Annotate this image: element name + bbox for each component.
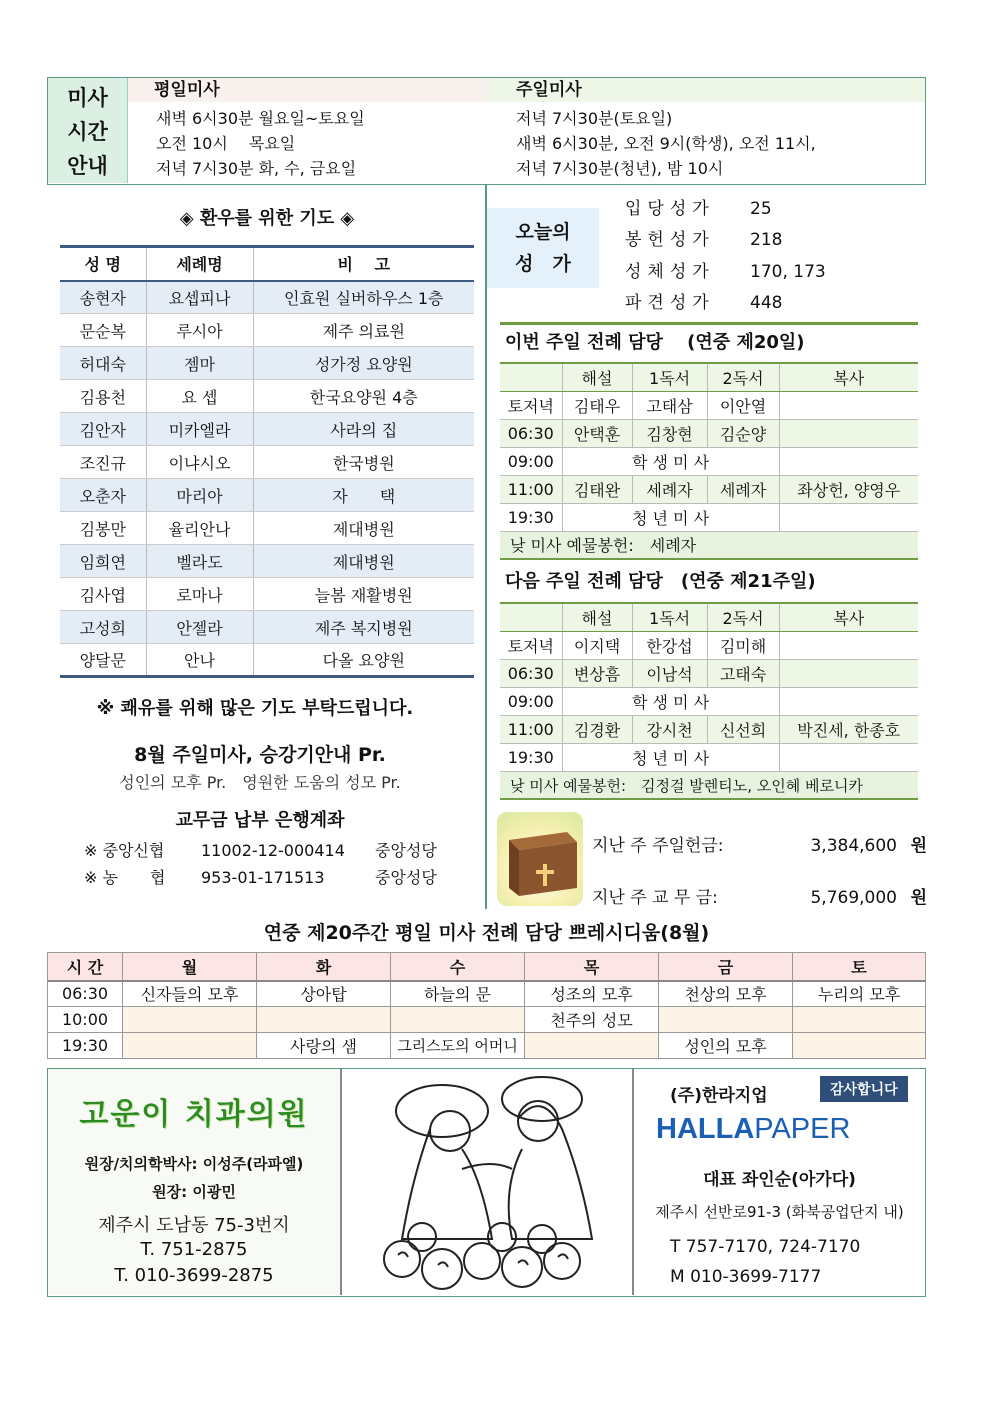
text-span: ※ 농 협	[84, 868, 166, 887]
august-sub: 성인의 모후 Pr. 영원한 도움의 성모 Pr.	[119, 773, 401, 792]
table-cell: 2독서	[707, 603, 779, 631]
table-row	[500, 631, 918, 659]
table-cell: 제대병원	[253, 545, 474, 578]
table-cell: 사랑의 샘	[257, 1033, 391, 1059]
text-span: 봉헌성가	[625, 230, 715, 250]
table-row	[60, 545, 474, 578]
dental-tel: T. 751-2875	[140, 1239, 248, 1260]
table-row	[500, 447, 918, 475]
mass-time-label	[48, 78, 128, 183]
side-line: 안내	[67, 154, 108, 178]
table-cell: 임희연	[60, 545, 146, 578]
halla-company: (주)한라지업	[670, 1086, 768, 1106]
table-cell: 청 년 미 사	[562, 503, 779, 531]
table-cell: 복사	[779, 603, 918, 631]
table-row	[500, 687, 918, 715]
table-cell: 천주의 성모	[525, 1007, 659, 1033]
table-cell: 19:30	[500, 503, 562, 531]
text-span: 원	[910, 836, 927, 856]
text-span: 원	[910, 888, 927, 908]
table-cell: 사라의 집	[253, 413, 474, 446]
next-week-table	[500, 602, 918, 772]
mass-line: 저녁 7시30분(청년), 밤 10시	[516, 159, 724, 178]
dental-director1: 원장/치의학박사: 이성주(라파엘)	[84, 1155, 304, 1173]
mary-elizabeth-illustration	[342, 1069, 632, 1295]
col-header: 비 고	[253, 247, 474, 281]
bank-title: 교무금 납부 은행계좌	[175, 810, 345, 831]
table-row	[60, 479, 474, 512]
mass-line: 저녁 7시30분 화, 수, 금요일	[156, 159, 357, 178]
sunday-mass-title: 주일미사	[488, 78, 925, 102]
halla-ceo: 대표 좌인순(아가다)	[703, 1170, 856, 1190]
table-header	[48, 953, 926, 981]
table-cell: 이남석	[632, 659, 707, 687]
halla-mobile: M 010-3699-7177	[670, 1267, 822, 1287]
table-cell	[779, 419, 918, 447]
table-cell: 이지택	[562, 631, 632, 659]
side-line: 시간	[67, 120, 108, 144]
prayer-note: ※ 쾌유를 위해 많은 기도 부탁드립니다.	[96, 698, 414, 719]
text-span: PAPER	[754, 1113, 851, 1145]
table-cell: 그리스도의 어머니	[391, 1033, 525, 1059]
offering-box-icon	[497, 812, 583, 906]
table-cell	[793, 1007, 926, 1033]
dental-name: 고운이 치과의원	[79, 1097, 309, 1132]
table-cell: 안젤라	[146, 611, 253, 644]
table-cell: 율리안나	[146, 512, 253, 545]
table-row	[60, 314, 474, 347]
august-title: 8월 주일미사, 승강기안내 Pr.	[134, 744, 386, 766]
table-cell: 고태숙	[707, 659, 779, 687]
table-cell: 토저녁	[500, 631, 562, 659]
table-row	[60, 413, 474, 446]
text-span: 170, 173	[750, 262, 826, 282]
table-row	[500, 743, 918, 771]
hymn-row	[625, 288, 782, 313]
hymn-row	[625, 194, 772, 219]
ads-box	[47, 1068, 926, 1297]
this-week-offering: 낮 미사 예물봉헌: 세례자	[500, 532, 918, 560]
next-week-title: 다음 주일 전례 담당 (연중 제21주일)	[505, 571, 816, 592]
table-cell: 고태삼	[632, 391, 707, 419]
table-cell: 천상의 모후	[659, 981, 793, 1007]
table-cell: 06:30	[500, 659, 562, 687]
table-cell: 시 간	[48, 953, 123, 981]
text-span: 성체성가	[625, 262, 715, 282]
table-cell: 09:00	[500, 687, 562, 715]
table-row	[60, 512, 474, 545]
table-cell: 목	[525, 953, 659, 981]
table-row	[48, 1007, 926, 1033]
table-cell: 제주 의료원	[253, 314, 474, 347]
table-header	[60, 247, 474, 281]
table-cell: 미카엘라	[146, 413, 253, 446]
table-row	[500, 475, 918, 503]
table-cell: 인효원 실버하우스 1층	[253, 281, 474, 314]
table-row	[60, 644, 474, 677]
table-cell: 루시아	[146, 314, 253, 347]
hymn-row	[625, 225, 782, 250]
table-cell: 토저녁	[500, 391, 562, 419]
table-cell: 학 생 미 사	[562, 447, 779, 475]
hymn-label-line: 오늘의	[515, 221, 571, 243]
table-cell	[779, 743, 918, 771]
table-cell: 요셉피나	[146, 281, 253, 314]
table-cell: 요 셉	[146, 380, 253, 413]
weekday-mass-title: 평일미사	[128, 78, 488, 102]
text-span: 3,384,600	[810, 836, 897, 856]
table-row	[60, 281, 474, 314]
text-span: 5,769,000	[810, 888, 897, 908]
table-cell: 성조의 모후	[525, 981, 659, 1007]
table-row	[500, 419, 918, 447]
mass-line: 새벽 6시30분 월요일~토요일	[156, 109, 365, 128]
table-cell: 09:00	[500, 447, 562, 475]
table-cell: 젬마	[146, 347, 253, 380]
table-cell	[779, 391, 918, 419]
table-cell: 06:30	[500, 419, 562, 447]
table-cell: 학 생 미 사	[562, 687, 779, 715]
next-week-offering: 낮 미사 예물봉헌: 김정걸 발렌티노, 오인혜 베로니카	[500, 772, 918, 800]
hymn-row	[625, 257, 826, 282]
table-cell	[779, 659, 918, 687]
table-cell	[257, 1007, 391, 1033]
text-span: 파견성가	[625, 293, 715, 313]
table-cell: 성가정 요양원	[253, 347, 474, 380]
text-span: 입당성가	[625, 199, 715, 219]
table-cell: 안택훈	[562, 419, 632, 447]
table-row	[48, 981, 926, 1007]
col-header: 세례명	[146, 247, 253, 281]
table-cell: 이안열	[707, 391, 779, 419]
table-cell: 한국요양원 4층	[253, 380, 474, 413]
table-cell: 신자들의 모후	[123, 981, 257, 1007]
table-row	[500, 503, 918, 531]
table-cell: 김태우	[562, 391, 632, 419]
side-line: 미사	[67, 86, 108, 110]
thanks-badge: 감사합니다	[820, 1076, 908, 1102]
ad-halla-paper	[634, 1069, 925, 1295]
table-cell	[123, 1033, 257, 1059]
table-row	[60, 347, 474, 380]
table-cell: 청 년 미 사	[562, 743, 779, 771]
table-cell: 한강섭	[632, 631, 707, 659]
table-cell: 누리의 모후	[793, 981, 926, 1007]
this-week-table	[500, 362, 918, 532]
finance	[592, 820, 927, 924]
table-cell: 복사	[779, 363, 918, 391]
bank-row	[84, 864, 437, 891]
table-cell: 변상흠	[562, 659, 632, 687]
table-cell: 박진세, 한종호	[779, 715, 918, 743]
table-cell: 제대병원	[253, 512, 474, 545]
text-span: ※ 중앙신협	[84, 841, 165, 860]
text-span: HALLA	[656, 1113, 755, 1145]
text-span: 448	[750, 293, 783, 313]
table-row	[500, 659, 918, 687]
table-cell: 한국병원	[253, 446, 474, 479]
text-span: 218	[750, 230, 783, 250]
table-cell	[779, 631, 918, 659]
table-row	[60, 611, 474, 644]
table-cell	[500, 603, 562, 631]
table-cell: 해설	[562, 363, 632, 391]
table-cell: 고성희	[60, 611, 146, 644]
table-cell: 1독서	[632, 603, 707, 631]
halla-logo	[656, 1113, 850, 1146]
table-cell: 김용천	[60, 380, 146, 413]
table-cell: 김안자	[60, 413, 146, 446]
table-cell: 하늘의 문	[391, 981, 525, 1007]
table-cell: 10:00	[48, 1007, 123, 1033]
table-cell: 2독서	[707, 363, 779, 391]
table-cell: 세례자	[707, 475, 779, 503]
table-cell: 좌상헌, 양영우	[779, 475, 918, 503]
text-span: 지난 주 주일헌금:	[592, 836, 724, 856]
this-week-title: 이번 주일 전례 담당 (연중 제20일)	[500, 322, 918, 360]
table-cell: 1독서	[632, 363, 707, 391]
table-cell: 김사엽	[60, 578, 146, 611]
mass-line: 새벽 6시30분, 오전 9시(학생), 오전 11시,	[516, 134, 816, 153]
text-span: 지난 주 교 무 금:	[592, 888, 718, 908]
table-row	[48, 1033, 926, 1059]
table-row	[60, 380, 474, 413]
weekday-table-title: 연중 제20주간 평일 미사 전례 담당 쁘레시디움(8월)	[263, 922, 710, 944]
mass-time-box	[47, 77, 926, 185]
table-cell: 김미해	[707, 631, 779, 659]
bank-accounts	[84, 837, 437, 891]
text-span: 953-01-171513	[201, 868, 325, 887]
table-cell: 송현자	[60, 281, 146, 314]
table-cell: 11:00	[500, 475, 562, 503]
table-cell: 제주 복지병원	[253, 611, 474, 644]
table-cell	[659, 1007, 793, 1033]
table-row	[60, 446, 474, 479]
finance-row	[592, 872, 927, 924]
table-cell: 금	[659, 953, 793, 981]
table-cell: 김태완	[562, 475, 632, 503]
table-cell: 김창현	[632, 419, 707, 447]
table-cell: 이냐시오	[146, 446, 253, 479]
table-cell: 자 택	[253, 479, 474, 512]
table-cell: 김경환	[562, 715, 632, 743]
table-cell: 19:30	[500, 743, 562, 771]
table-cell: 허대숙	[60, 347, 146, 380]
text-span: 중앙성당	[375, 841, 437, 860]
table-row	[500, 715, 918, 743]
table-cell: 해설	[562, 603, 632, 631]
table-cell: 로마나	[146, 578, 253, 611]
table-cell: 화	[257, 953, 391, 981]
table-cell	[779, 503, 918, 531]
halla-tel: T 757-7170, 724-7170	[670, 1237, 861, 1257]
table-cell: 늘봄 재활병원	[253, 578, 474, 611]
patients-table	[60, 245, 474, 678]
table-cell: 오춘자	[60, 479, 146, 512]
table-cell: 문순복	[60, 314, 146, 347]
table-cell: 김순양	[707, 419, 779, 447]
table-cell: 조진규	[60, 446, 146, 479]
dental-director2: 원장: 이광민	[152, 1183, 236, 1201]
table-cell: 신선희	[707, 715, 779, 743]
column-divider	[485, 185, 487, 909]
table-row	[500, 391, 918, 419]
table-cell: 양달문	[60, 644, 146, 677]
table-cell: 11:00	[500, 715, 562, 743]
patients-title: ◈ 환우를 위한 기도 ◈	[179, 208, 355, 229]
table-cell: 06:30	[48, 981, 123, 1007]
text-span: 25	[750, 199, 772, 219]
table-cell: 벨라도	[146, 545, 253, 578]
weekday-mass-lines	[156, 106, 365, 181]
mass-line: 저녁 7시30분(토요일)	[516, 109, 673, 128]
hymn-label	[487, 208, 599, 288]
table-cell: 월	[123, 953, 257, 981]
sunday-mass-lines	[516, 106, 816, 181]
table-cell: 강시천	[632, 715, 707, 743]
bank-row	[84, 837, 437, 864]
table-cell: 19:30	[48, 1033, 123, 1059]
table-cell	[391, 1007, 525, 1033]
table-cell: 김봉만	[60, 512, 146, 545]
halla-address: 제주시 선반로91-3 (화북공업단지 내)	[655, 1203, 904, 1221]
col-header: 성 명	[60, 247, 146, 281]
table-cell	[525, 1033, 659, 1059]
table-cell	[123, 1007, 257, 1033]
table-cell	[779, 447, 918, 475]
finance-row	[592, 820, 927, 872]
table-cell	[500, 363, 562, 391]
table-header	[500, 363, 918, 391]
table-cell: 세례자	[632, 475, 707, 503]
text-span: 중앙성당	[375, 868, 437, 887]
table-cell: 수	[391, 953, 525, 981]
ad-dental	[48, 1069, 340, 1295]
table-header	[500, 603, 918, 631]
weekday-table	[47, 952, 926, 1059]
table-cell: 토	[793, 953, 926, 981]
table-cell	[779, 687, 918, 715]
mass-line: 오전 10시 목요일	[156, 134, 296, 153]
hymn-label-line: 성 가	[515, 253, 571, 275]
text-span: 11002-12-000414	[201, 841, 345, 860]
table-cell: 성인의 모후	[659, 1033, 793, 1059]
dental-address: 제주시 도남동 75-3번지	[98, 1215, 290, 1236]
table-cell: 안나	[146, 644, 253, 677]
table-cell: 다올 요양원	[322, 651, 405, 670]
table-row	[60, 578, 474, 611]
table-cell: 상아탑	[257, 981, 391, 1007]
table-cell: 마리아	[146, 479, 253, 512]
dental-mobile: T. 010-3699-2875	[114, 1265, 274, 1286]
table-cell	[793, 1033, 926, 1059]
